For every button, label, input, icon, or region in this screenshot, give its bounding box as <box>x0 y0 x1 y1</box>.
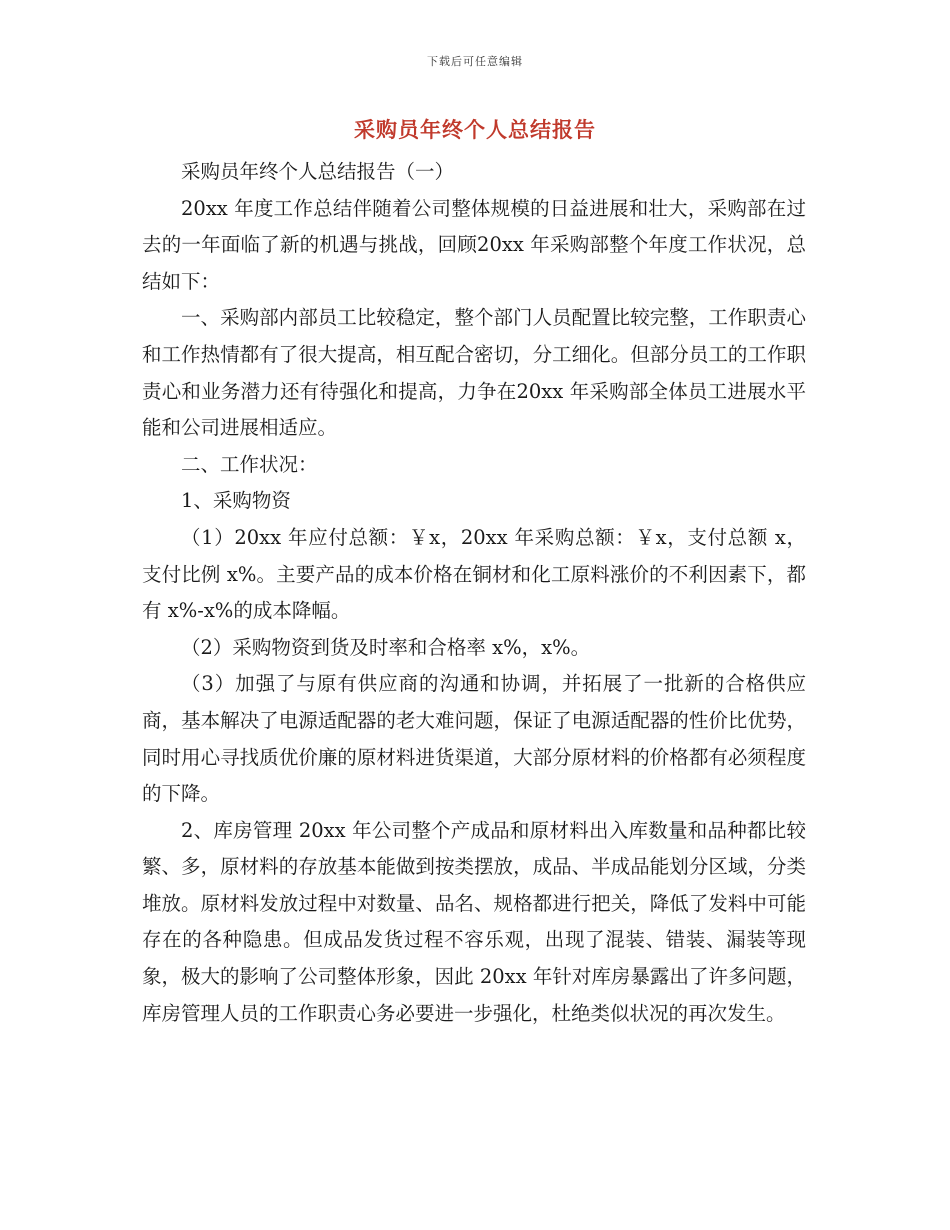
subtitle-paragraph: 采购员年终个人总结报告（一） <box>181 160 455 183</box>
work-status-heading: 二、工作状况： <box>181 452 318 476</box>
intro-paragraph: 20xx 年度工作总结伴随着公司整体规模的日益进展和壮大，采购部在过去的一年面临了新的机遇与挑战，回顾20xx 年采购部整个年度工作状况，总结如下： <box>142 196 806 293</box>
staff-paragraph: 一、采购部内部员工比较稳定，整个部门人员配置比较完整，工作职责心和工作热情都有了很大提高，相互配合密切，分工细化。但部分员工的工作职责心和业务潜力还有待强化和提高，力争在20xx 年采购部全体员工进展水平能和公司进展相适应。 <box>142 306 806 440</box>
procurement-heading: 1、采购物资 <box>181 489 291 513</box>
document-body <box>142 154 806 1032</box>
document-title: 采购员年终个人总结报告 <box>354 117 596 142</box>
procurement-item-2: （2）采购物资到货及时率和合格率 x%，x%。 <box>181 635 591 659</box>
procurement-item-1: （1）20xx 年应付总额：￥x，20xx 年采购总额：￥x，支付总额 x，支付比例 x%。主要产品的成本价格在铜材和化工原料涨价的不利因素下，都有 x%-x%的成本降幅。 <box>142 525 806 623</box>
procurement-item-3: （3）加强了与原有供应商的沟通和协调，并拓展了一批新的合格供应商，基本解决了电源适配器的老大难问题，保证了电源适配器的性价比优势，同时用心寻找质优价廉的原材料进货渠道，大部分原材料的价格都有必须程度的下降。 <box>142 672 806 806</box>
header-note: 下载后可任意编辑 <box>427 55 523 68</box>
warehouse-paragraph: 2、库房管理 20xx 年公司整个产成品和原材料出入库数量和品种都比较繁、多，原材料的存放基本能做到按类摆放，成品、半成品能划分区域，分类堆放。原材料发放过程中对数量、品名、规格都进行把关，降低了发料中可能存在的各种隐患。但成品发货过程不容乐观，出现了混装、错装、漏装等现象，极大的影响了公司整体形象，因此 20xx 年针对库房暴露出了许多问题，库房管理人员的工作职责心务必要进一步强化，杜绝类似状况的再次发生。 <box>142 818 806 1025</box>
